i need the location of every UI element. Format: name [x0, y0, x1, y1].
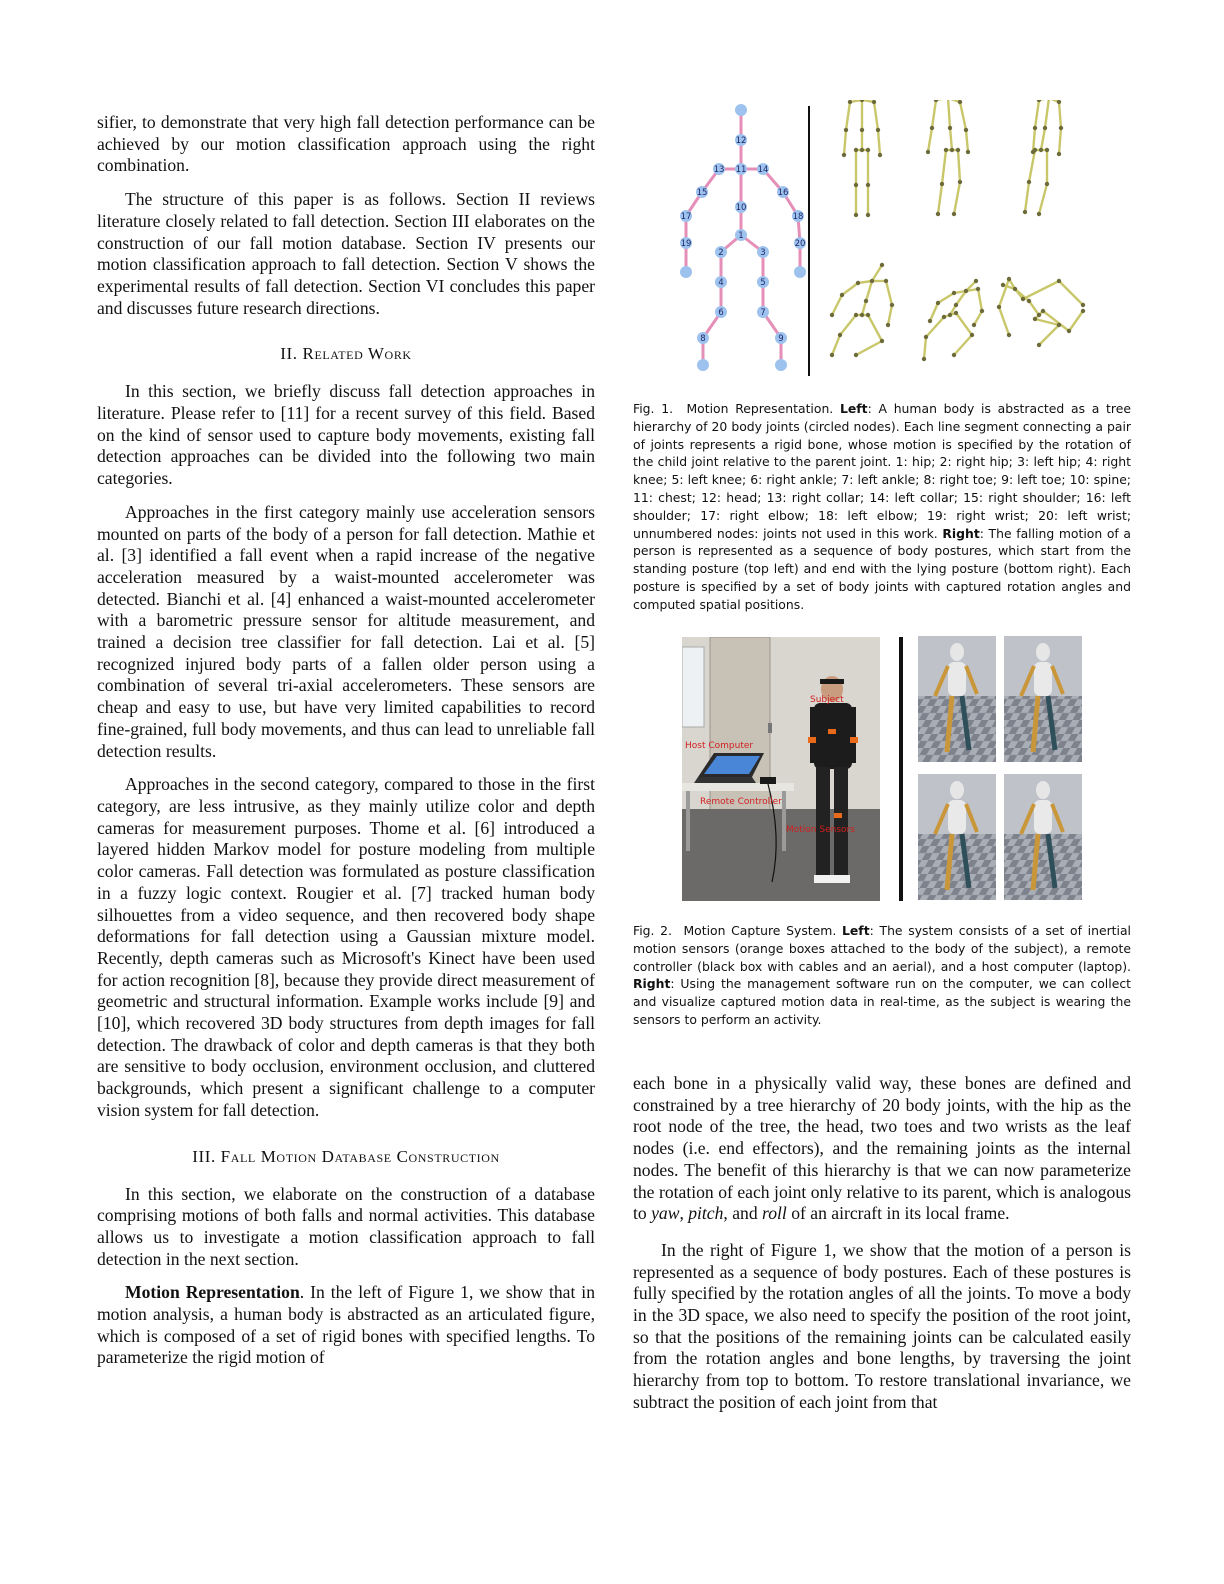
posture-4	[830, 263, 894, 357]
joint-label-15: 15	[696, 188, 708, 198]
posture-bone	[844, 130, 846, 155]
posture-bone	[1029, 150, 1035, 182]
posture-bone	[842, 283, 858, 295]
posture-bone	[1039, 184, 1047, 214]
posture-joint	[934, 100, 938, 102]
posture-joint	[942, 315, 946, 319]
mannequin-torso	[948, 800, 966, 834]
posture-joint	[854, 353, 858, 357]
figure-1-caption: Fig. 1. Motion Representation. Left: A human body is abstracted as a tree hierarchy of 20 body joints (circled nodes). Each line segment connecting a pair of joints represents a rigid bone, whose motion is specified by the rotation of the child joint relative to the parent joint. 1: hip; 2: right hip; 3: left hip; 4: right knee; 5: left knee; 6: right ankle; 7: left ankle; 8: right toe; 9: left toe; 10: spine; 11: chest; 12: head; 13: right collar; 14: left collar; 15: right shoulder; 16: left shoulder; 17: right elbow; 18: left elbow; 19: right wrist; 20: left wrist; unnumbered nodes: joints not used in this work. Right: The falling motion of a person is represented as a sequence of body postures, which start from the standing posture (top left) and end with the lying posture (bottom right). Each posture is specified by a set of body joints with captured rotation angles and computed spatial positions.	[633, 401, 1131, 612]
posture-bone	[1023, 281, 1059, 299]
joint-label-16: 16	[777, 188, 789, 198]
mannequin-head	[1036, 781, 1050, 799]
posture-joint	[842, 153, 846, 157]
mannequin-head	[950, 781, 964, 799]
posture-joint	[890, 303, 894, 307]
posture-bone	[832, 335, 840, 355]
posture-joint	[954, 303, 958, 307]
posture-joint	[878, 153, 882, 157]
joint-label-7: 7	[760, 308, 766, 318]
posture-joint	[1057, 152, 1061, 156]
posture-joint	[1045, 148, 1049, 152]
posture-joint	[1041, 309, 1045, 313]
posture-bone	[1025, 182, 1029, 212]
render-view-2	[1004, 636, 1082, 762]
label-remote-controller: Remote Controller	[700, 797, 782, 807]
posture-bone	[866, 281, 872, 301]
posture-joint	[956, 148, 960, 152]
posture-joint	[854, 183, 858, 187]
posture-joint	[924, 335, 928, 339]
posture-joint	[944, 148, 948, 152]
mannequin-torso	[1034, 662, 1052, 696]
posture-bone	[878, 130, 880, 155]
posture-joint	[958, 100, 962, 104]
posture-bone	[872, 265, 882, 281]
render-floor	[1004, 696, 1082, 762]
label-subject: Subject	[810, 695, 844, 705]
posture-bone	[958, 150, 960, 182]
posture-joint	[876, 128, 880, 132]
posture-bone	[954, 182, 960, 214]
body-paragraph-2: In the right of Figure 1, we show that the motion of a person is represented as a sequence of body postures. Each of these postures is fully specified by the rotation angles of all the joints. To move a body in the 3D space, we also need to specify the position of the root joint, so that the positions of the remaining joints can be calculated easily from the rotation angles and bone lengths, by traversing the joint hierarchy from top to bottom. To restore translational invariance, we subtract the position of each joint from that	[633, 1239, 1131, 1412]
render-floor	[918, 696, 996, 762]
unnumbered-joint-node	[775, 359, 787, 371]
posture-joint	[860, 148, 864, 152]
joint-label-11: 11	[735, 165, 747, 175]
label-motion-sensors: Motion Sensors	[786, 825, 855, 835]
posture-joint	[980, 309, 984, 313]
posture-6	[997, 277, 1085, 347]
figure-2-divider	[899, 637, 903, 901]
posture-bone	[874, 102, 878, 130]
posture-bone	[966, 130, 968, 152]
posture-bone	[1041, 128, 1045, 150]
posture-joint	[964, 128, 968, 132]
related-work-p3: Approaches in the second category, compared to those in the first category, are less intrusive, as they mainly utilize color and depth cameras for measurement purposes. Thome et al. [6] introduced a layered hidden Markov model for posture modeling from multiple color cameras. Fall detection was formulated as posture classification in a fuzzy logic context. Rougier et al. [7] tracked human body silhouettes from a video sequence, and then recovered body shape deformations for fall detection using a Gaussian mixture model. Recently, depth cameras such as Microsoft's Kinect have been used for action recognition [8], because they provide direct measurement of geometric and structural information. Example works include [9] and [10], which recovered 3D body structures from depth images for fall detection. The drawback of color and depth cameras is that they both are sensitive to body occlusion, environment occlusion, and cluttered backgrounds, which present a significant challenge to a computer vision system for fall detection.	[97, 774, 595, 1120]
posture-joint	[948, 313, 952, 317]
joint-label-9: 9	[778, 334, 784, 344]
posture-joint	[1057, 279, 1061, 283]
joint-label-8: 8	[700, 334, 706, 344]
posture-joint	[1081, 309, 1085, 313]
posture-joint	[1037, 212, 1041, 216]
posture-joint	[884, 279, 888, 283]
posture-joint	[930, 126, 934, 130]
right-column-text	[633, 1073, 1131, 1414]
posture-joint	[886, 323, 890, 327]
posture-joint	[860, 100, 864, 102]
posture-joint	[1033, 317, 1037, 321]
posture-joint	[1033, 148, 1037, 152]
posture-joint	[948, 126, 952, 130]
posture-joint	[922, 357, 926, 361]
unnumbered-joint-node	[794, 266, 806, 278]
joint-label-1: 1	[738, 231, 744, 241]
posture-joint	[1059, 126, 1063, 130]
posture-joint	[1023, 210, 1027, 214]
posture-joint	[1021, 297, 1025, 301]
render-view-3	[918, 774, 996, 900]
posture-joint	[870, 279, 874, 283]
posture-bone	[868, 315, 882, 341]
motion-representation-paragraph: Motion Representation. In the left of Figure 1, we show that in motion analysis, a human body is abstracted as an articulated figure, which is composed of a set of rigid bones with specified lengths. To parameterize the rigid motion of	[97, 1282, 595, 1368]
posture-bone	[938, 184, 942, 214]
posture-bone	[942, 150, 946, 184]
posture-joint	[964, 289, 968, 293]
posture-joint	[952, 353, 956, 357]
posture-bone	[1045, 100, 1049, 128]
posture-bone	[832, 295, 842, 315]
posture-bone	[954, 335, 972, 355]
posture-joint	[1001, 283, 1005, 287]
render-floor	[1004, 834, 1082, 900]
section-3-heading: III. Fall Motion Database Construction	[192, 1146, 500, 1166]
posture-joint	[936, 301, 940, 305]
posture-joint	[854, 213, 858, 217]
posture-joint	[854, 313, 858, 317]
intro-continuation: sifier, to demonstrate that very high fall detection performance can be achieved by our motion classification approach using the right combination.	[97, 112, 595, 176]
posture-joint	[866, 213, 870, 217]
posture-joint	[856, 281, 860, 285]
posture-bone	[1029, 301, 1039, 315]
posture-bone	[846, 102, 850, 130]
posture-bone	[928, 128, 932, 152]
posture-joint	[1081, 303, 1085, 307]
joint-label-2: 2	[718, 248, 724, 258]
figure-1-graphic	[633, 100, 1131, 380]
posture-1	[842, 100, 882, 217]
posture-joint	[958, 180, 962, 184]
posture-joint	[854, 148, 858, 152]
joint-label-14: 14	[757, 165, 769, 175]
posture-joint	[952, 291, 956, 295]
posture-joint	[976, 287, 980, 291]
posture-joint	[880, 339, 884, 343]
figure-2-caption: Fig. 2. Motion Capture System. Left: The system consists of a set of inertial motion sensors (orange boxes attached to the body of the subject), a remote controller (black box with cables and an aerial), and a host computer (laptop). Right: Using the management software run on the computer, we can collect and visualize captured motion data in real-time, as the subject is wearing the sensors to perform an activity.	[633, 923, 1131, 1027]
posture-joint	[1007, 277, 1011, 281]
posture-joint	[997, 305, 1001, 309]
posture-joint	[954, 311, 958, 315]
posture-joint	[830, 353, 834, 357]
posture-bone	[1059, 128, 1061, 154]
posture-3	[1023, 100, 1063, 216]
posture-joint	[936, 212, 940, 216]
posture-bone	[840, 315, 856, 335]
posture-joint	[950, 148, 954, 152]
capture-photo-graphic	[682, 637, 880, 901]
posture-joint	[866, 148, 870, 152]
posture-bone	[886, 281, 892, 305]
posture-bone	[856, 341, 882, 355]
posture-joint	[860, 313, 864, 317]
posture-joint	[1067, 329, 1071, 333]
posture-bone	[888, 305, 892, 325]
posture-joint	[1043, 126, 1047, 130]
posture-joint	[860, 128, 864, 132]
unnumbered-joint-node	[735, 104, 747, 116]
joint-label-18: 18	[792, 212, 804, 222]
posture-joint	[866, 313, 870, 317]
posture-joint	[1037, 313, 1041, 317]
capture-renders	[918, 636, 1084, 900]
posture-bone	[938, 293, 954, 303]
posture-joint	[928, 319, 932, 323]
joint-label-13: 13	[713, 165, 725, 175]
joint-tree-diagram	[680, 104, 806, 371]
posture-bone	[1069, 311, 1083, 331]
posture-bone	[978, 289, 982, 311]
posture-joint	[1045, 182, 1049, 186]
posture-bone	[948, 100, 950, 128]
joint-label-17: 17	[680, 212, 692, 222]
posture-joint	[972, 323, 976, 327]
posture-joint	[1037, 343, 1041, 347]
posture-bone	[960, 102, 966, 130]
render-floor	[918, 834, 996, 900]
joint-label-3: 3	[760, 248, 766, 258]
posture-joint	[848, 100, 852, 104]
mannequin-head	[950, 643, 964, 661]
figure-1	[633, 100, 1131, 380]
posture-joint	[838, 333, 842, 337]
mannequin-torso	[948, 662, 966, 696]
database-p1: In this section, we elaborate on the construction of a database comprising motions of both falls and normal activities. This database allows us to investigate a motion classification approach to fall detection in the next section.	[97, 1183, 595, 1269]
posture-2	[926, 100, 970, 216]
capture-photo	[682, 637, 880, 901]
structure-paragraph: The structure of this paper is as follows. Section II reviews literature closely related to fall detection. Section III elaborates on the construction of our fall motion database. Section IV presents our motion classification approach to fall detection. Section V shows the experimental results of fall detection. Section VI concludes this paper and discusses future research directions.	[97, 189, 595, 318]
body-paragraph-1: each bone in a physically valid way, these bones are defined and constrained by a tree hierarchy of 20 body joints, with the hip as the root node of the tree, the head, two toes and two wrists as the leaf nodes (i.e. end effectors), and the remaining joints as the internal nodes. The benefit of this hierarchy is that we can now parameterize the rotation of each joint only relative to its parent, which is analogous to yaw, pitch, and roll of an aircraft in its local frame.	[633, 1073, 1131, 1224]
related-work-p1: In this section, we briefly discuss fall detection approaches in literature. Please refer to [11] for a recent survey of this field. Based on the kind of sensor used to capture body movements, existing fall detection approaches can be divided into the following two main categories.	[97, 381, 595, 489]
posture-joint	[866, 183, 870, 187]
render-view-1	[918, 636, 996, 762]
joint-label-19: 19	[680, 239, 692, 249]
posture-joint	[844, 128, 848, 132]
mannequin-head	[1036, 643, 1050, 661]
posture-bone	[1059, 102, 1061, 128]
posture-joint	[1033, 126, 1037, 130]
posture-bone	[932, 100, 936, 128]
joint-label-5: 5	[760, 278, 766, 288]
posture-joint	[926, 150, 930, 154]
posture-joint	[1007, 333, 1011, 337]
render-view-4	[1004, 774, 1082, 900]
label-host-computer: Host Computer	[685, 741, 754, 751]
posture-joint	[840, 293, 844, 297]
posture-bone	[950, 128, 952, 150]
joint-label-4: 4	[718, 278, 724, 288]
section-2-heading: II. Related Work	[280, 344, 412, 364]
unnumbered-joint-node	[680, 266, 692, 278]
posture-joint	[830, 313, 834, 317]
posture-bone	[1035, 100, 1039, 128]
posture-bone	[974, 311, 982, 325]
posture-joint	[974, 279, 978, 283]
posture-bone	[924, 337, 926, 359]
posture-joint	[1057, 323, 1061, 327]
related-work-p2: Approaches in the first category mainly use acceleration sensors mounted on parts of the body of a person for fall detection. Mathie et al. [3] identified a fall event when a rapid increase of the negative acceleration measured by a waist-mounted accelerometer was detected. Bianchi et al. [4] enhanced a waist-mounted accelerometer with a barometric pressure sensor for altitude measurement, and trained a decision tree classifier for fall detection. Lai et al. [5] recognized injured body parts of a fallen older person using a combination of several tri-axial accelerometers. These sensors are cheap and easy to use, but have very limited capabilities to record fine-grained, full body movements, and thus can lead to unreliable fall detection results.	[97, 501, 595, 761]
posture-joint	[1037, 100, 1041, 102]
falling-postures	[830, 100, 1085, 361]
motion-representation-title: Motion Representation	[125, 1282, 300, 1303]
left-column	[97, 112, 595, 1369]
posture-bone	[930, 303, 938, 321]
posture-joint	[966, 150, 970, 154]
joint-label-6: 6	[718, 308, 724, 318]
posture-bone	[956, 313, 972, 335]
posture-joint	[880, 263, 884, 267]
joint-label-10: 10	[735, 203, 747, 213]
capture-renders-graphic	[918, 636, 1084, 900]
posture-joint	[872, 100, 876, 104]
joint-label-12: 12	[735, 136, 747, 146]
posture-joint	[1013, 287, 1017, 291]
posture-joint	[1027, 299, 1031, 303]
mannequin-torso	[1034, 800, 1052, 834]
posture-bone	[1039, 325, 1059, 345]
posture-joint	[970, 333, 974, 337]
posture-joint	[952, 212, 956, 216]
posture-bone	[999, 307, 1009, 335]
posture-joint	[1027, 180, 1031, 184]
posture-joint	[1039, 148, 1043, 152]
posture-joint	[1057, 100, 1061, 104]
posture-bone	[1059, 281, 1083, 305]
posture-5	[922, 279, 984, 361]
joint-label-20: 20	[794, 239, 806, 249]
unnumbered-joint-node	[697, 359, 709, 371]
posture-joint	[940, 182, 944, 186]
posture-joint	[864, 299, 868, 303]
